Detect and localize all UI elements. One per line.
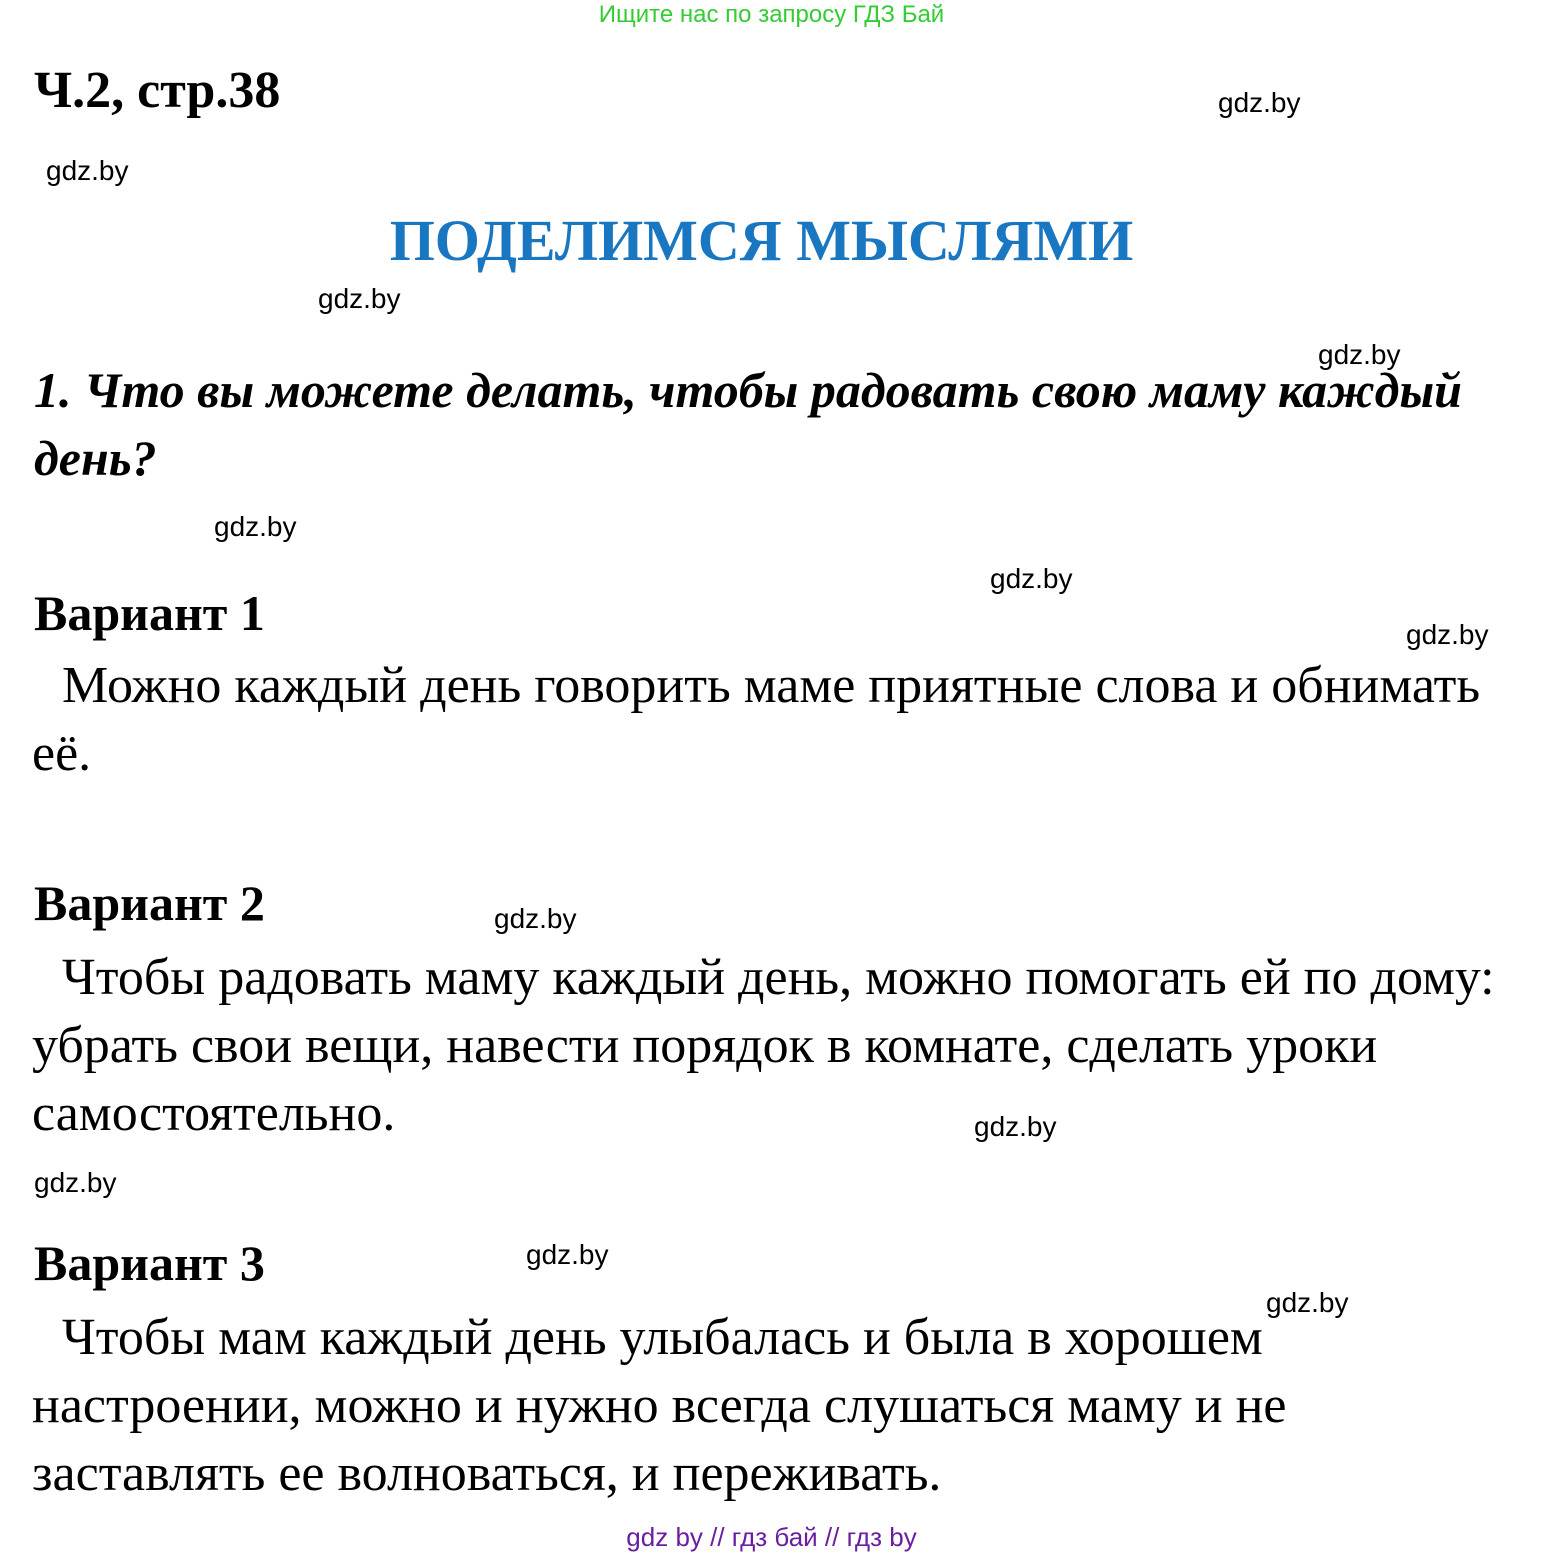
variant-3-title: Вариант 3 [34,1235,265,1291]
watermark: gdz.by [526,1239,609,1270]
variant-3-answer: Чтобы мам каждый день улыбалась и была в хорошем настроении, можно и нужно всегда слушаться маму и не заставлять ее волноваться, и переживать. [32,1309,1287,1502]
watermark: gdz.by [46,155,129,186]
page-reference: Ч.2, стр.38 [34,62,281,119]
variant-1-answer: Можно каждый день говорить маме приятные слова и обнимать её. [32,657,1481,782]
watermark: gdz.by [1406,619,1489,650]
footer-links: gdz by // гдз бай // гдз by [626,1522,917,1552]
watermark: gdz.by [990,563,1073,594]
section-title: ПОДЕЛИМСЯ МЫСЛЯМИ [389,208,1134,273]
question-text: 1. Что вы можете делать, чтобы радовать свою маму каждый день? [34,362,1462,486]
variant-1-title: Вариант 1 [34,585,265,641]
watermark: gdz.by [34,1167,117,1198]
variant-2-title: Вариант 2 [34,875,265,931]
watermark: gdz.by [494,903,577,934]
watermark: gdz.by [1318,339,1401,370]
watermark: gdz.by [1266,1287,1349,1318]
watermark: gdz.by [974,1111,1057,1142]
watermark: gdz.by [318,283,401,314]
watermark: gdz.by [1218,87,1301,118]
watermark: gdz.by [214,511,297,542]
top-banner: Ищите нас по запросу ГДЗ Бай [598,1,945,28]
variant-2-answer: Чтобы радовать маму каждый день, можно помогать ей по дому: убрать свои вещи, навести порядок в комнате, сделать уроки самостоятельно. [32,949,1495,1142]
